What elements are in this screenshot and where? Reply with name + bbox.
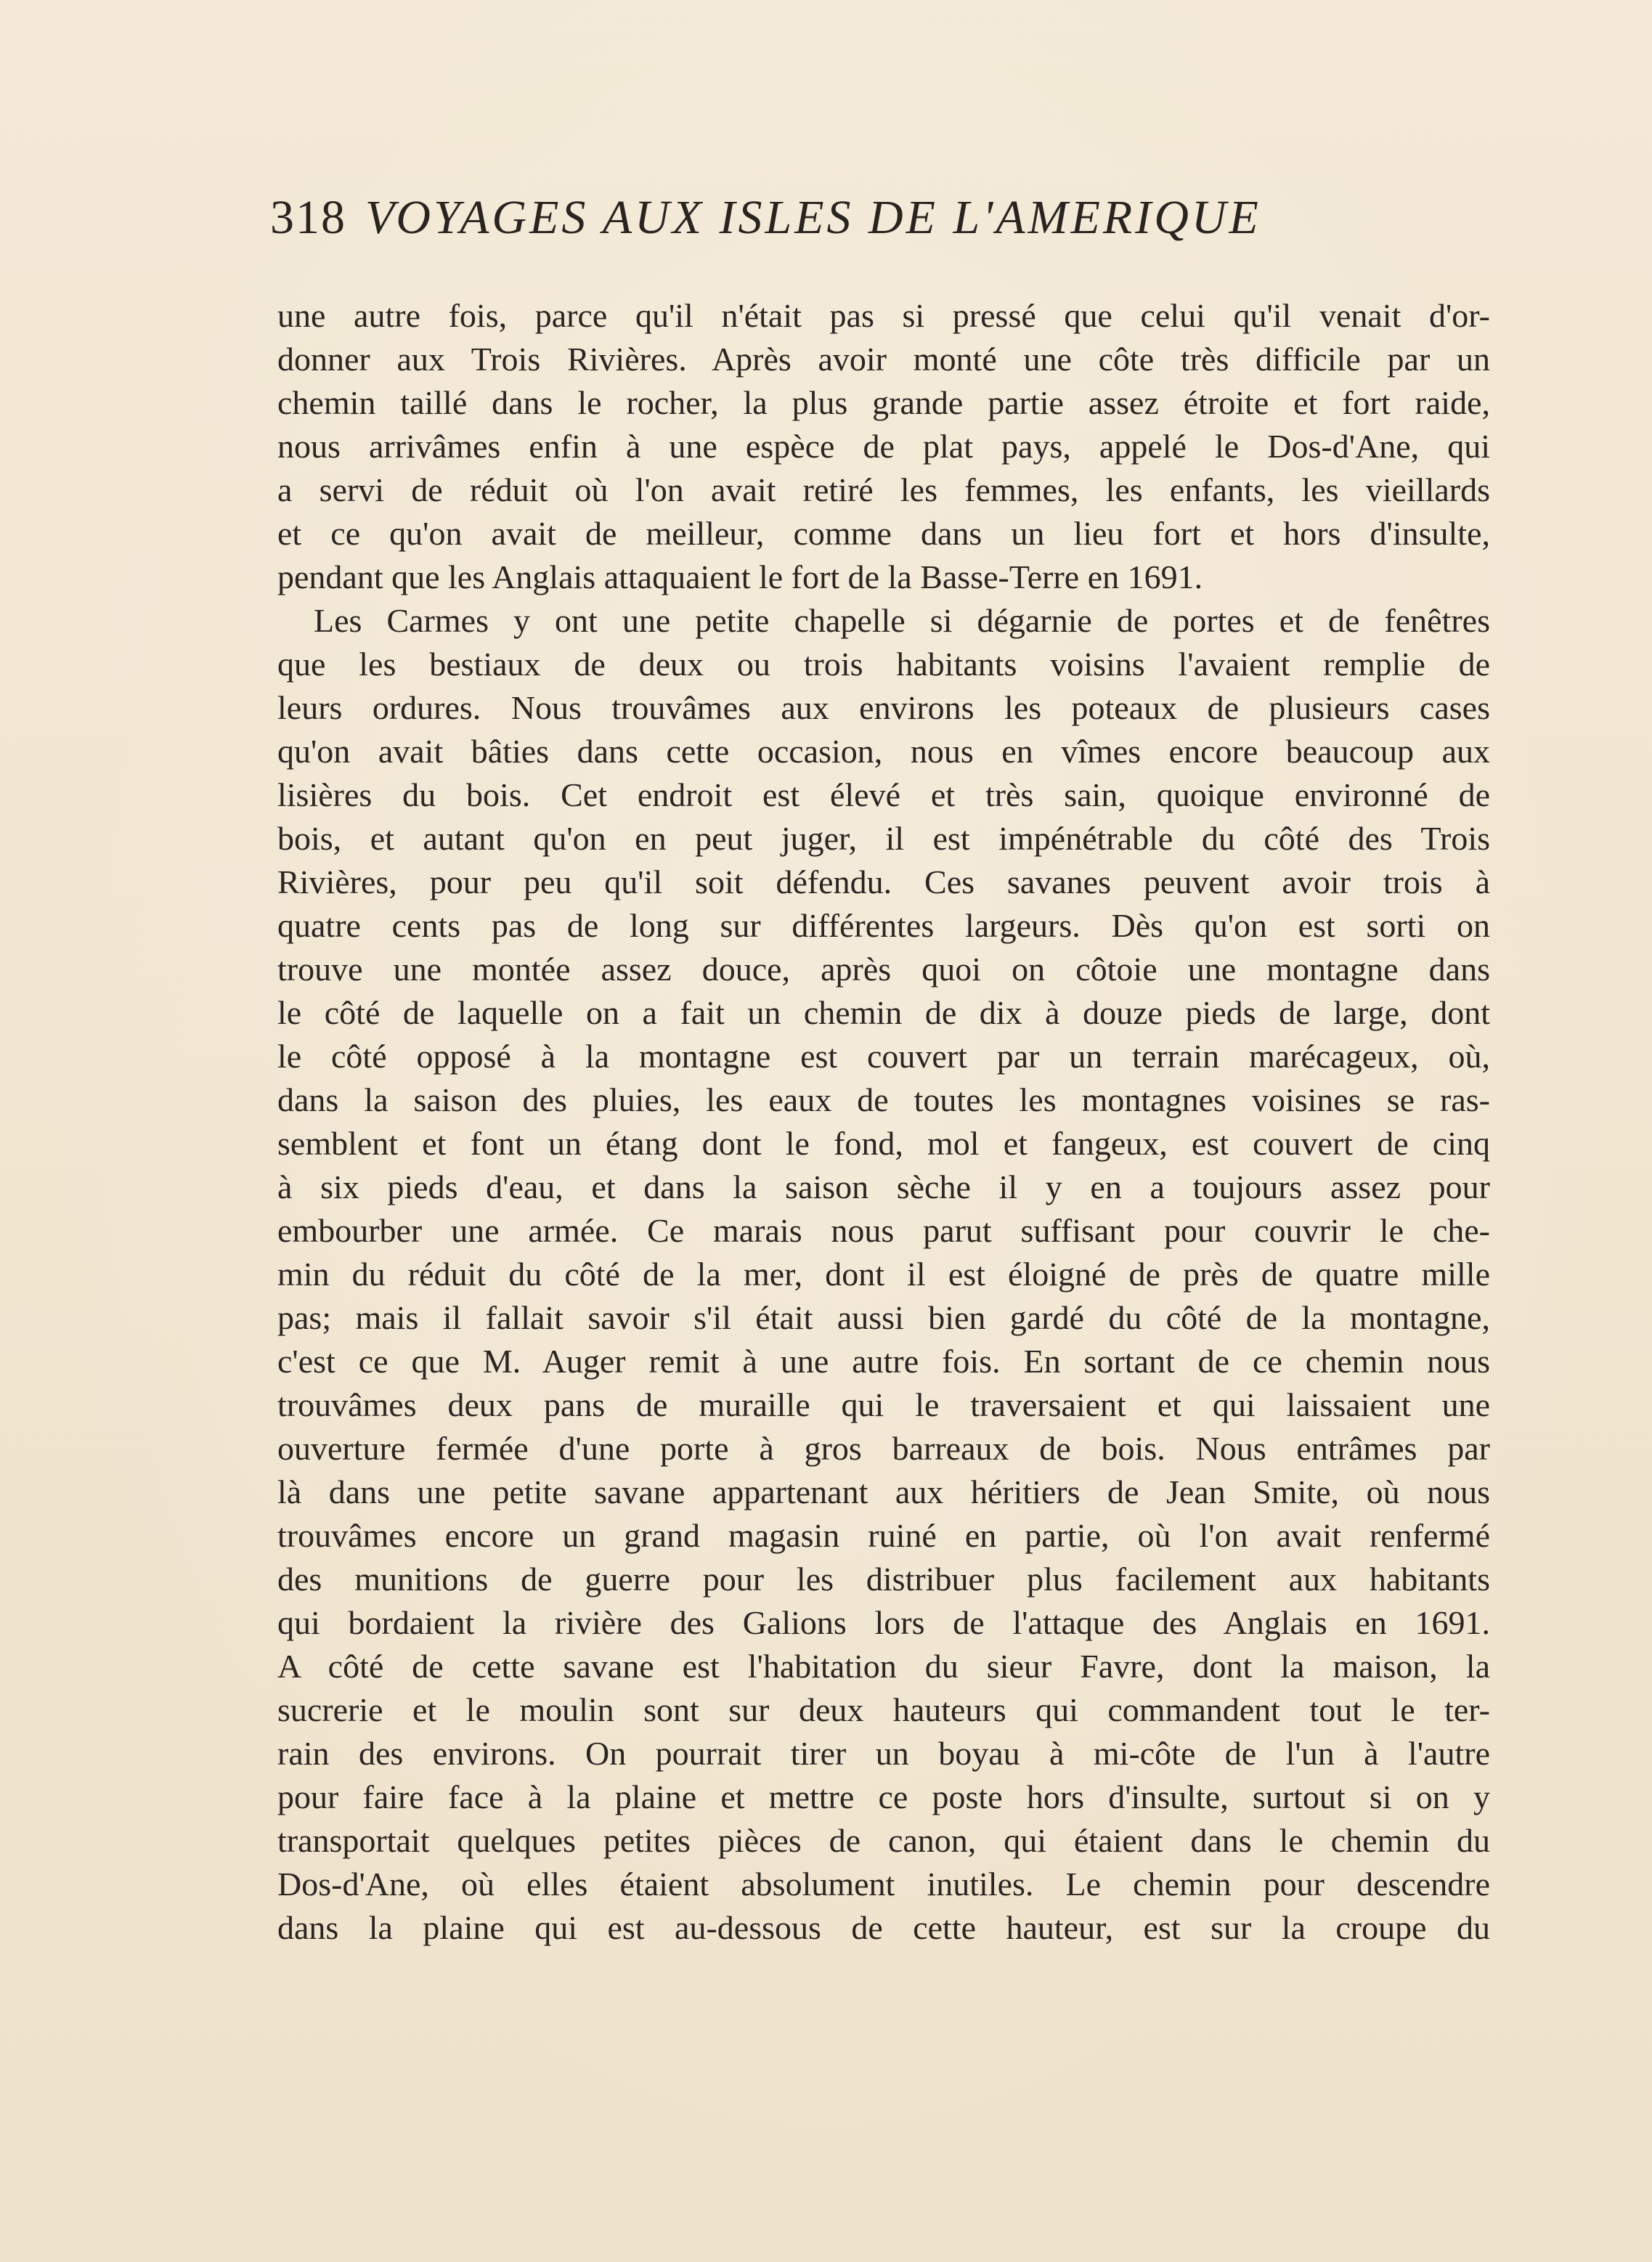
text-line: dans la saison des pluies, les eaux de toutes les montagnes voisines se ras- (277, 1081, 1490, 1118)
text-line: min du réduit du côté de la mer, dont il est éloigné de près de quatre mille (277, 1256, 1490, 1293)
text-line: pas; mais il fallait savoir s'il était aussi bien gardé du côté de la montagne, (277, 1299, 1490, 1336)
text-line: trouve une montée assez douce, après quoi on côtoie une montagne dans (277, 951, 1490, 988)
text-line: le côté de laquelle on a fait un chemin de dix à douze pieds de large, dont (277, 994, 1490, 1031)
text-line: ouverture fermée d'une porte à gros barreaux de bois. Nous entrâmes par (277, 1430, 1490, 1467)
text-line: pour faire face à la plaine et mettre ce poste hors d'insulte, surtout si on y (277, 1778, 1490, 1815)
text-line: des munitions de guerre pour les distribuer plus facilement aux habitants (277, 1561, 1490, 1598)
running-title: VOYAGES AUX ISLES DE L'AMERIQUE (365, 191, 1261, 244)
text-line: Les Carmes y ont une petite chapelle si dégarnie de portes et de fenêtres (314, 602, 1490, 639)
text-line: Rivières, pour peu qu'il soit défendu. Ces savanes peuvent avoir trois à (277, 863, 1490, 900)
text-line: sucrerie et le moulin sont sur deux hauteurs qui commandent tout le ter- (277, 1691, 1490, 1728)
text-line: dans la plaine qui est au-dessous de cette hauteur, est sur la croupe du (277, 1909, 1490, 1946)
body-text (277, 294, 1490, 1950)
text-line: lisières du bois. Cet endroit est élevé et très sain, quoique environné de (277, 776, 1490, 813)
text-line: c'est ce que M. Auger remit à une autre fois. En sortant de ce chemin nous (277, 1343, 1490, 1380)
text-line: que les bestiaux de deux ou trois habitants voisins l'avaient remplie de (277, 646, 1490, 683)
text-line: rain des environs. On pourrait tirer un boyau à mi-côte de l'un à l'autre (277, 1735, 1490, 1772)
text-line: nous arrivâmes enfin à une espèce de plat pays, appelé le Dos-d'Ane, qui (277, 428, 1490, 465)
text-line: pendant que les Anglais attaquaient le fort de la Basse-Terre en 1691. (277, 558, 1203, 595)
text-line: trouvâmes deux pans de muraille qui le traversaient et qui laissaient une (277, 1386, 1490, 1423)
text-line: bois, et autant qu'on en peut juger, il est impénétrable du côté des Trois (277, 820, 1490, 857)
text-line: a servi de réduit où l'on avait retiré les femmes, les enfants, les vieillards (277, 471, 1490, 508)
text-line: A côté de cette savane est l'habitation du sieur Favre, dont la maison, la (277, 1648, 1490, 1685)
text-line: chemin taillé dans le rocher, la plus grande partie assez étroite et fort raide, (277, 384, 1490, 421)
text-line: semblent et font un étang dont le fond, mol et fangeux, est couvert de cinq (277, 1125, 1490, 1162)
page-number: 318 (270, 191, 346, 244)
text-line: et ce qu'on avait de meilleur, comme dans un lieu fort et hors d'insulte, (277, 515, 1490, 552)
text-line: trouvâmes encore un grand magasin ruiné en partie, où l'on avait renfermé (277, 1517, 1490, 1554)
text-line: à six pieds d'eau, et dans la saison sèche il y en a toujours assez pour (277, 1168, 1490, 1205)
text-line: embourber une armée. Ce marais nous parut suffisant pour couvrir le che- (277, 1212, 1490, 1249)
text-line: Dos-d'Ane, où elles étaient absolument inutiles. Le chemin pour descendre (277, 1866, 1490, 1903)
text-line: qu'on avait bâties dans cette occasion, nous en vîmes encore beaucoup aux (277, 733, 1490, 770)
text-line: transportait quelques petites pièces de canon, qui étaient dans le chemin du (277, 1822, 1490, 1859)
text-line: leurs ordures. Nous trouvâmes aux environs les poteaux de plusieurs cases (277, 689, 1490, 726)
text-line: le côté opposé à la montagne est couvert par un terrain marécageux, où, (277, 1038, 1490, 1075)
text-line: là dans une petite savane appartenant aux héritiers de Jean Smite, où nous (277, 1473, 1490, 1510)
page-header (270, 190, 1403, 248)
text-line: quatre cents pas de long sur différentes largeurs. Dès qu'on est sorti on (277, 907, 1490, 944)
text-line: qui bordaient la rivière des Galions lors de l'attaque des Anglais en 1691. (277, 1604, 1490, 1641)
text-line: donner aux Trois Rivières. Après avoir monté une côte très difficile par un (277, 341, 1490, 378)
text-line: une autre fois, parce qu'il n'était pas si pressé que celui qu'il venait d'or- (277, 297, 1490, 334)
